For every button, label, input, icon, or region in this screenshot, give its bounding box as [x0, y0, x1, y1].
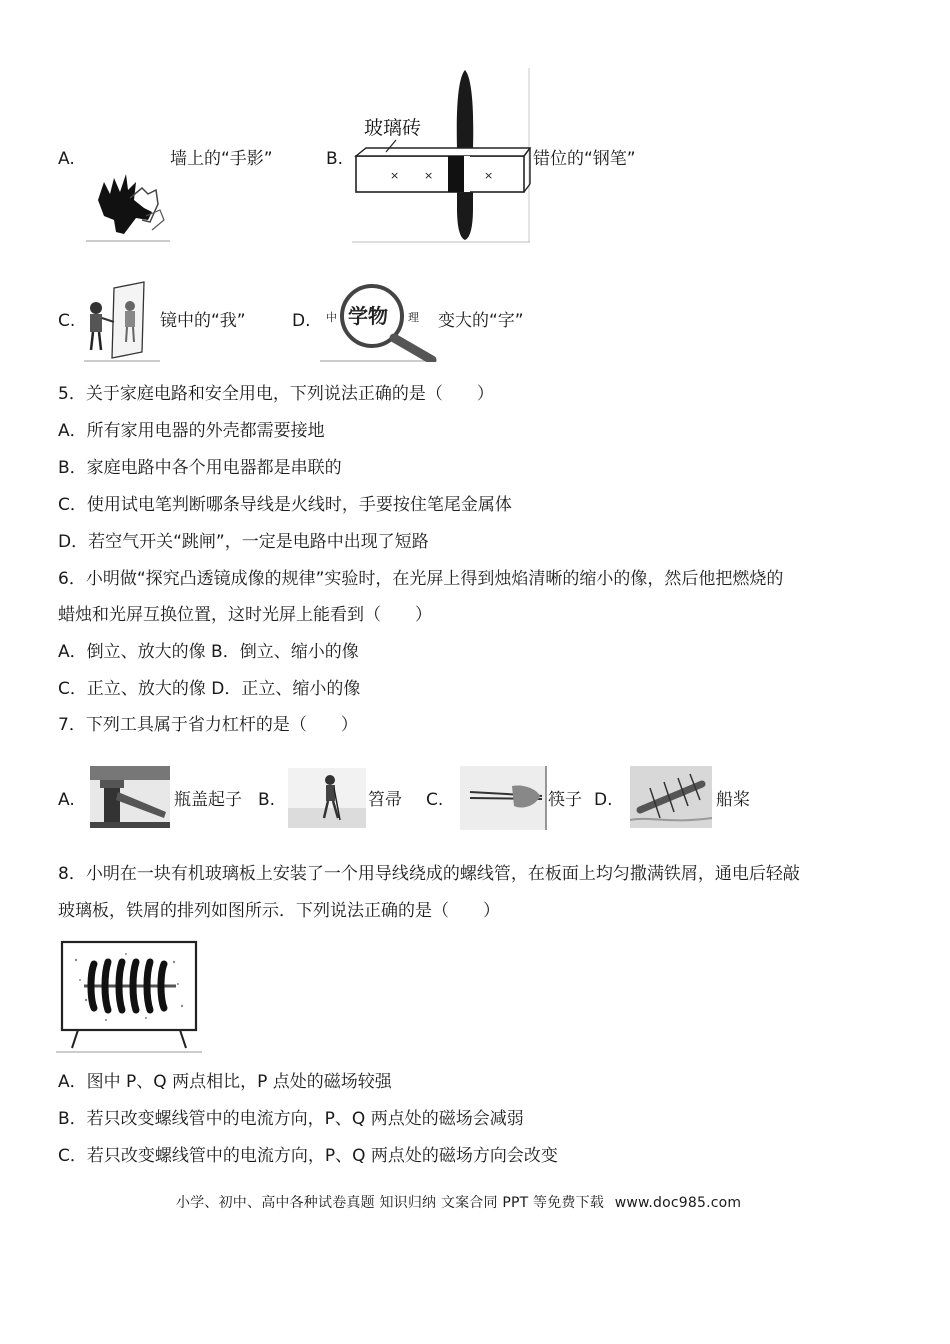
q7-option-d-caption: 船桨 [716, 790, 750, 810]
q7-option-b-letter: B. [258, 790, 276, 810]
q8-stem-line1: 8．小明在一块有机玻璃板上安装了一个用导线绕成的螺线管，在板面上均匀撒满铁屑，通电后轻敲 [58, 864, 800, 884]
q7-option-d-letter: D. [594, 790, 613, 810]
footer-text: 小学、初中、高中各种试卷真题 知识归纳 文案合同 PPT 等免费下载 [176, 1195, 605, 1211]
glass-brick-pen-figure [352, 68, 532, 244]
magnifier-figure [320, 280, 438, 362]
bottle-opener-figure [90, 766, 170, 828]
magnifier-text-main: 学物 [348, 304, 388, 328]
magnifier-text-right: 理 [408, 311, 419, 324]
glass-brick-label: 玻璃砖 [364, 117, 422, 139]
q6-options-row1: A．倒立、放大的像 B．倒立、缩小的像 [58, 642, 359, 662]
magnifier-text-left: 中 [326, 311, 337, 324]
svg-text:×: × [484, 169, 494, 182]
q4-option-b-letter: B. [326, 149, 344, 169]
q7-option-a-caption: 瓶盖起子 [174, 790, 242, 810]
q4-option-a-caption: 墙上的“手影” [170, 149, 273, 169]
solenoid-iron-filings-figure [56, 940, 202, 1054]
q8-stem-line2: 玻璃板，铁屑的排列如图所示．下列说法正确的是（ ） [58, 901, 500, 921]
q6-options-row2: C．正立、放大的像 D．正立、缩小的像 [58, 679, 361, 699]
oar-figure [630, 766, 712, 828]
q6-stem-line1: 6．小明做“探究凸透镜成像的规律”实验时，在光屏上得到烛焰清晰的缩小的像，然后他把燃烧的 [58, 569, 784, 589]
q7-stem: 7．下列工具属于省力杠杆的是（ ） [58, 715, 358, 735]
q7-option-a-letter: A. [58, 790, 75, 810]
hand-shadow-figure [86, 160, 170, 242]
svg-text:×: × [424, 169, 434, 182]
q6-stem-line2: 蜡烛和光屏互换位置，这时光屏上能看到（ ） [58, 605, 432, 625]
q8-option-c: C．若只改变螺线管中的电流方向，P、Q 两点处的磁场方向会改变 [58, 1146, 558, 1166]
q5-stem: 5．关于家庭电路和安全用电，下列说法正确的是（ ） [58, 384, 494, 404]
q5-option-d: D．若空气开关“跳闸”，一定是电路中出现了短路 [58, 532, 429, 552]
q4-option-a-letter: A. [58, 149, 75, 169]
page-footer [176, 1192, 741, 1212]
broom-figure [288, 768, 366, 828]
q7-option-b-caption: 笤帚 [368, 790, 402, 810]
q4-option-c-caption: 镜中的“我” [160, 311, 246, 331]
q4-option-b-caption: 错位的“钢笔” [533, 149, 636, 169]
q4-option-d-caption: 变大的“字” [438, 311, 524, 331]
q4-option-c-letter: C. [58, 311, 76, 331]
footer-url[interactable]: www.doc985.com [614, 1195, 742, 1211]
q5-option-a: A．所有家用电器的外壳都需要接地 [58, 421, 325, 441]
svg-text:×: × [390, 169, 400, 182]
q8-option-a: A．图中 P、Q 两点相比，P 点处的磁场较强 [58, 1072, 392, 1092]
q7-option-c-caption: 筷子 [548, 790, 582, 810]
q4-option-d-letter: D. [292, 311, 311, 331]
q5-option-c: C．使用试电笔判断哪条导线是火线时，手要按住笔尾金属体 [58, 495, 512, 515]
chopsticks-figure [460, 766, 548, 830]
q5-option-b: B．家庭电路中各个用电器都是串联的 [58, 458, 342, 478]
q7-option-c-letter: C. [426, 790, 444, 810]
mirror-figure [84, 280, 160, 362]
q8-option-b: B．若只改变螺线管中的电流方向，P、Q 两点处的磁场会减弱 [58, 1109, 524, 1129]
